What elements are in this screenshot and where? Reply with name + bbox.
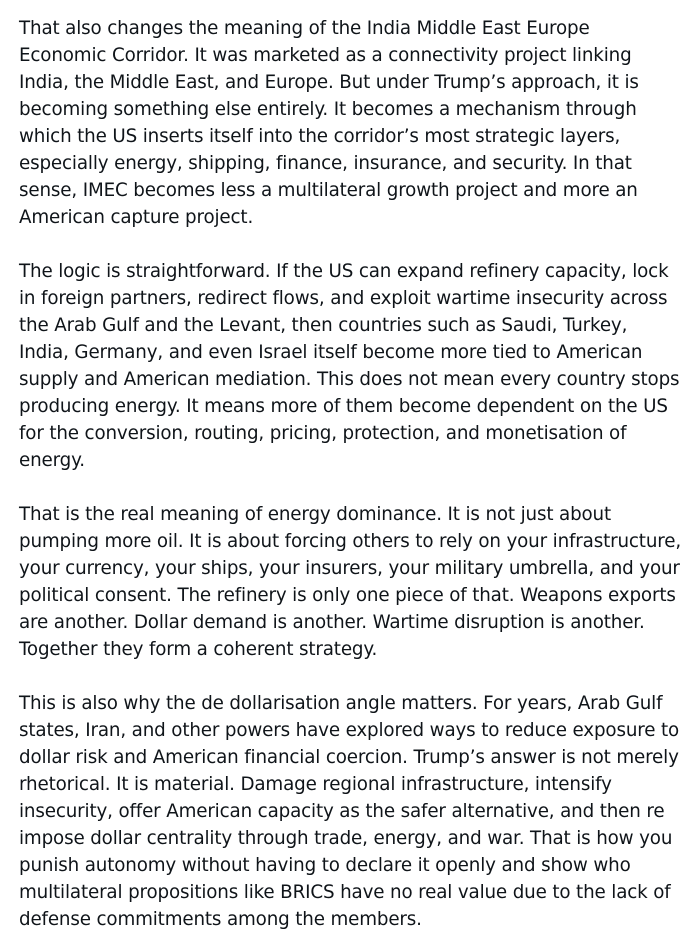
text-line: especially energy, shipping, finance, insurance, and security. In that [19,153,632,174]
text-line: energy. [19,450,85,471]
text-line: in foreign partners, redirect flows, and exploit wartime insecurity across [19,288,668,309]
text-line: states, Iran, and other powers have explored ways to reduce exposure to [19,720,680,741]
text-line: producing energy. It means more of them become dependent on the US [19,396,668,417]
text-line: impose dollar centrality through trade, energy, and war. That is how you [19,828,673,849]
text-line: defense commitments among the members. [19,909,422,930]
paragraph [19,501,679,663]
text-line: becoming something else entirely. It becomes a mechanism through [19,99,637,120]
text-line: political consent. The refinery is only one piece of that. Weapons exports [19,585,676,606]
text-line: the Arab Gulf and the Levant, then countries such as Saudi, Turkey, [19,315,628,336]
text-line: India, Germany, and even Israel itself become more tied to American [19,342,643,363]
paragraph [19,15,679,231]
text-line: are another. Dollar demand is another. Wartime disruption is another. [19,612,645,633]
text-line: supply and American mediation. This does not mean every country stops [19,369,680,390]
text-line: rhetorical. It is material. Damage regional infrastructure, intensify [19,774,612,795]
post-text-body [19,15,679,933]
text-line: punish autonomy without having to declare it openly and show who [19,855,631,876]
text-line: your currency, your ships, your insurers, your military umbrella, and your [19,558,680,579]
text-line: multilateral propositions like BRICS have no real value due to the lack of [19,882,671,903]
text-line: for the conversion, routing, pricing, protection, and monetisation of [19,423,627,444]
text-line: which the US inserts itself into the corridor’s most strategic layers, [19,126,621,147]
text-line: American capture project. [19,207,254,228]
text-line: That is the real meaning of energy dominance. It is not just about [19,504,612,525]
text-line: India, the Middle East, and Europe. But under Trump’s approach, it is [19,72,639,93]
paragraph [19,258,679,474]
paragraph [19,690,679,933]
text-line: That also changes the meaning of the India Middle East Europe [19,18,590,39]
text-line: The logic is straightforward. If the US can expand refinery capacity, lock [19,261,669,282]
text-line: This is also why the de dollarisation angle matters. For years, Arab Gulf [19,693,663,714]
text-line: Economic Corridor. It was marketed as a connectivity project linking [19,45,632,66]
text-line: Together they form a coherent strategy. [19,639,378,660]
text-line: pumping more oil. It is about forcing others to rely on your infrastructure, [19,531,681,552]
text-line: insecurity, offer American capacity as the safer alternative, and then re [19,801,665,822]
text-line: sense, IMEC becomes less a multilateral growth project and more an [19,180,638,201]
text-line: dollar risk and American financial coercion. Trump’s answer is not merely [19,747,679,768]
